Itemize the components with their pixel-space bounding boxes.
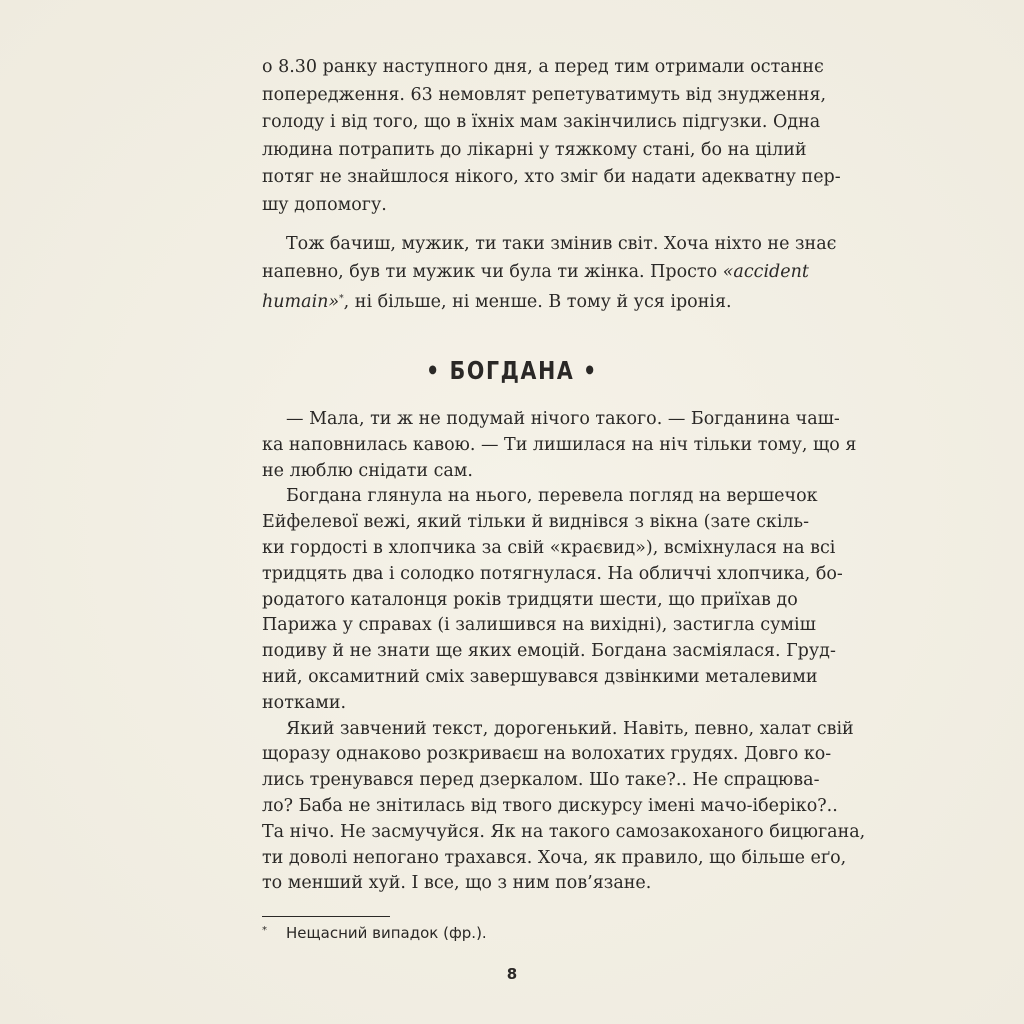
footnote-divider	[262, 916, 390, 917]
text-line: ка наповнилась кавою. — Ти лишилася на ніч тільки тому, що я	[262, 434, 857, 455]
text-line: — Мала, ти ж не подумай нічого такого. — Богданина чаш-	[286, 409, 840, 429]
footnote-reference: *	[339, 294, 344, 304]
paragraph-continued	[262, 54, 841, 219]
text-line: попередження. 63 немовлят репетуватимуть від знудження,	[262, 84, 827, 105]
text-line	[262, 259, 809, 287]
text-line: ний, оксамитний сміх завершувався дзвінкими металевими	[262, 666, 818, 687]
text-line: щоразу однаково розкриваєш на волохатих грудях. Довго ко-	[262, 744, 832, 765]
text-line: ло? Баба не знітилась від твого дискурсу імені мачо-іберіко?..	[262, 795, 838, 816]
text-line: тридцять два і солодко потягнулася. На обличчі хлопчика, бо-	[262, 563, 843, 584]
page-number: 8	[506, 965, 518, 983]
text-line: родатого каталонця років тридцяти шести, що приїхав до	[262, 589, 798, 610]
text-line: о 8.30 ранку наступного дня, а перед тим отримали останнє	[262, 57, 824, 77]
text-line: Ейфелевої вежі, який тільки й виднівся з вікна (зате скіль-	[262, 512, 809, 533]
paragraph-irony	[262, 231, 837, 317]
text-line: то менший хуй. І все, що з ним пов’язане.	[262, 873, 652, 894]
chapter-body	[262, 407, 866, 897]
text-line: голоду і від того, що в їхніх мам закінчились підгузки. Одна	[262, 112, 821, 132]
text-line: ки гордості в хлопчика за свій «краєвид»), всміхнулася на всі	[262, 537, 836, 558]
footnote	[262, 921, 487, 943]
chapter-heading: • БОГДАНА •	[426, 356, 598, 385]
text-line: лись тренувався перед дзеркалом. Шо таке?.. Не спрацюва-	[262, 770, 820, 791]
footnote-text: Нещасний випадок (фр.).	[286, 924, 487, 942]
text-line: Та нічо. Не засмучуйся. Як на такого самозакоханого бицюгана,	[262, 821, 866, 842]
text-line: ти доволі непогано трахався. Хоча, як правило, що більше еґо,	[262, 847, 847, 868]
text-line: не люблю снідати сам.	[262, 460, 473, 481]
text-line: шу допомогу.	[262, 194, 387, 215]
text-line: Богдана глянула на нього, перевела погляд на вершечок	[286, 486, 818, 507]
text-line: Тож бачиш, мужик, ти таки змінив світ. Хоча ніхто не знає	[286, 234, 837, 254]
text: , ні більше, ні менше. В тому й уся іронія.	[343, 292, 732, 312]
text: напевно, був ти мужик чи була ти жінка. Просто	[262, 261, 723, 282]
italic-phrase: «accident	[722, 261, 809, 282]
text-line	[262, 286, 765, 317]
text-line: потяг не знайшлося нікого, хто зміг би надати адекватну пер-	[262, 167, 841, 187]
footnote-mark: *	[262, 925, 267, 936]
text-line: Парижа у справах (і залишився на вихідні), застигла суміш	[262, 615, 816, 636]
text-line: людина потрапить до лікарні у тяжкому стані, бо на цілий	[262, 139, 807, 160]
text-line: подиву й не знати ще яких емоцій. Богдана засміялася. Груд-	[262, 641, 836, 662]
text-line: Який завчений текст, дорогенький. Навіть, певно, халат свій	[286, 718, 854, 739]
text-line: нотками.	[262, 692, 347, 713]
italic-phrase: humain»	[262, 292, 340, 312]
